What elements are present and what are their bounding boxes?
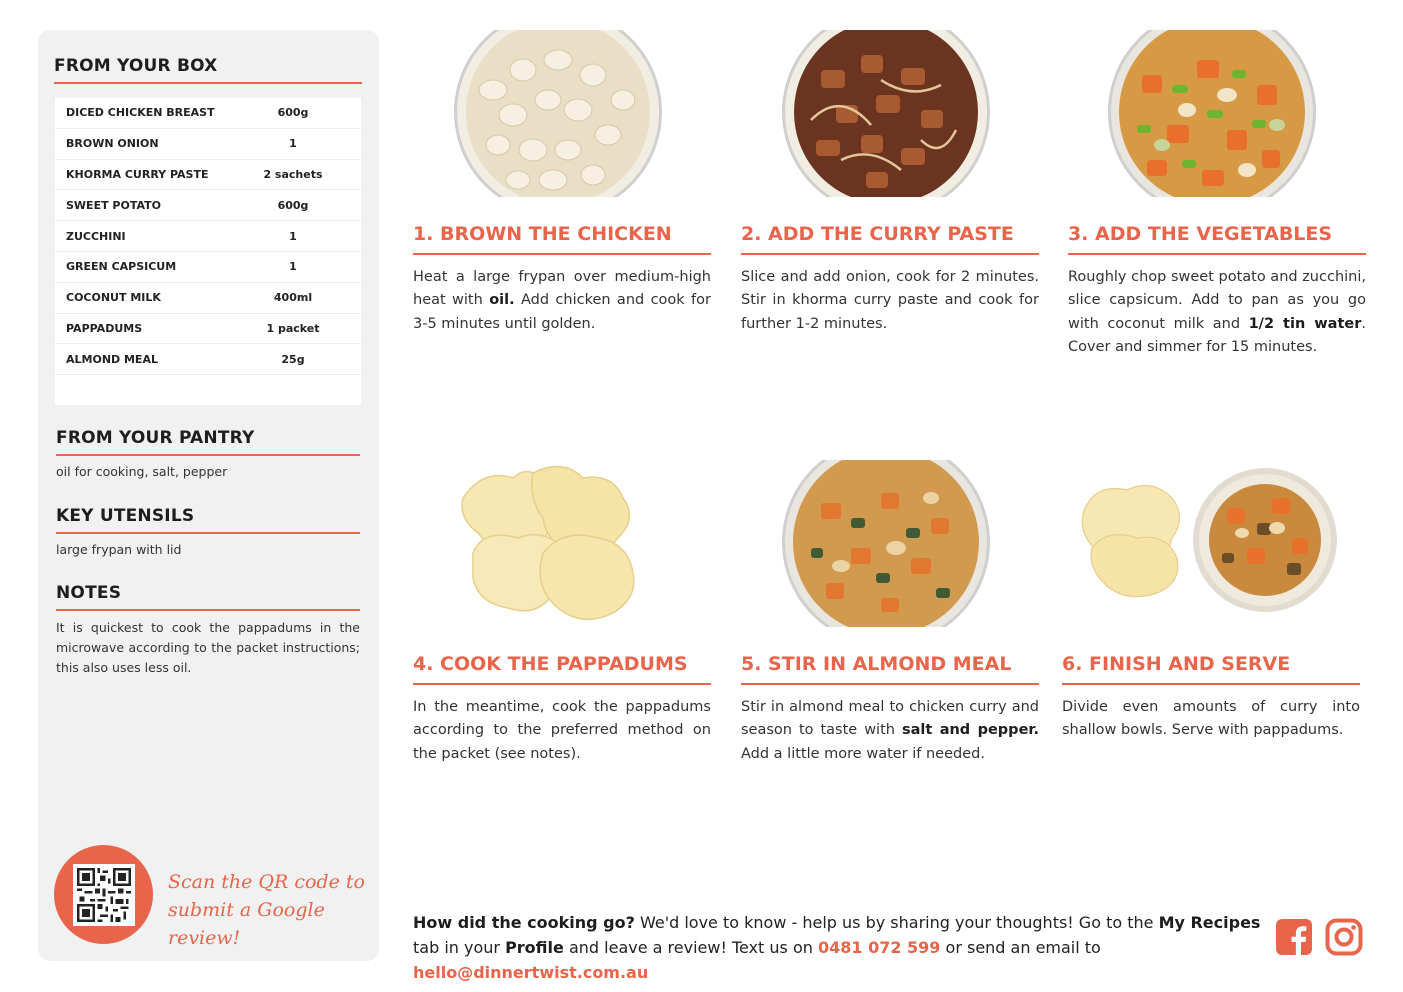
divider xyxy=(741,253,1039,255)
step-text-part: . Cover and simmer for 15 minutes. xyxy=(1068,315,1366,355)
review-footer xyxy=(413,910,1263,985)
step-1-photo xyxy=(453,30,663,200)
divider xyxy=(54,82,362,84)
step-text-part: Slice and add onion, cook for 2 minutes. Stir in khorma curry paste and cook for further 1-2 minutes. xyxy=(741,269,1039,332)
step-5-title: 5. STIR IN ALMOND MEAL xyxy=(741,653,1012,675)
divider xyxy=(56,609,360,611)
step-5-text xyxy=(741,696,1039,766)
table-row xyxy=(55,252,361,283)
step-3-text xyxy=(1068,266,1366,359)
ingredient-name: SWEET POTATO xyxy=(66,198,161,212)
step-6-photo xyxy=(1077,468,1342,613)
step-2-text xyxy=(741,266,1039,336)
profile-label: Profile xyxy=(505,938,564,957)
step-text-bold: salt and pepper. xyxy=(901,722,1039,739)
facebook-icon[interactable] xyxy=(1275,918,1313,956)
ingredient-qty: 2 sachets xyxy=(263,167,323,181)
step-text-bold: 1/2 tin water xyxy=(1248,315,1362,332)
from-your-pantry-heading: FROM YOUR PANTRY xyxy=(56,428,255,448)
email-link[interactable]: hello@dinnertwist.com.au xyxy=(413,963,649,982)
divider xyxy=(413,253,711,255)
table-row xyxy=(55,190,361,221)
step-1-title: 1. BROWN THE CHICKEN xyxy=(413,223,672,245)
footer-text-part: and leave a review! Text us on xyxy=(563,938,818,957)
step-3-title: 3. ADD THE VEGETABLES xyxy=(1068,223,1333,245)
ingredients-panel xyxy=(38,30,379,961)
ingredient-qty: 1 packet xyxy=(266,321,320,335)
ingredient-qty: 1 xyxy=(289,260,297,274)
footer-question: How did the cooking go? xyxy=(413,913,635,932)
ingredient-qty: 1 xyxy=(289,229,297,243)
step-text-part: Add chicken and cook for 3-5 minutes until golden. xyxy=(413,292,711,332)
step-text-part: Add a little more water if needed. xyxy=(741,745,985,762)
table-row xyxy=(55,314,361,345)
ingredient-qty: 1 xyxy=(289,137,297,151)
divider xyxy=(1062,683,1360,685)
table-row xyxy=(55,344,361,375)
footer-text-part: We'd love to know - help us by sharing your thoughts! Go to the xyxy=(634,913,1159,932)
utensils-text: large frypan with lid xyxy=(56,542,182,557)
ingredient-name: BROWN ONION xyxy=(66,137,159,151)
step-2-title: 2. ADD THE CURRY PASTE xyxy=(741,223,1014,245)
key-utensils-heading: KEY UTENSILS xyxy=(56,506,195,526)
step-text-part: Divide even amounts of curry into shallow bowls. Serve with pappadums. xyxy=(1062,699,1360,739)
divider xyxy=(56,532,360,534)
step-4-text xyxy=(413,696,711,766)
step-text-part: Heat a large frypan over medium-high heat with xyxy=(413,269,711,309)
step-text-part: In the meantime, cook the pappadums according to the preferred method on the packet (see notes). xyxy=(413,699,711,762)
from-your-box-heading: FROM YOUR BOX xyxy=(54,56,218,76)
ingredient-name: ZUCCHINI xyxy=(66,229,126,243)
table-row xyxy=(55,221,361,252)
step-6-text xyxy=(1062,696,1360,743)
table-row xyxy=(55,283,361,314)
ingredient-name: ALMOND MEAL xyxy=(66,352,158,366)
step-1-text xyxy=(413,266,711,336)
ingredient-name: COCONUT MILK xyxy=(66,291,161,305)
notes-heading: NOTES xyxy=(56,583,122,603)
step-text-part: Roughly chop sweet potato and zucchini, slice capsicum. Add to pan as you go with coconut milk and xyxy=(1068,269,1366,332)
step-3-photo xyxy=(1107,30,1317,200)
footer-text-part: or send an email to xyxy=(940,938,1101,957)
step-text-part: Stir in almond meal to chicken curry and season to taste with xyxy=(741,699,1039,739)
ingredient-name: GREEN CAPSICUM xyxy=(66,260,177,274)
step-text-bold: oil. xyxy=(489,292,515,309)
step-4-title: 4. COOK THE PAPPADUMS xyxy=(413,653,688,675)
ingredient-qty: 400ml xyxy=(273,291,313,305)
phone-link[interactable]: 0481 072 599 xyxy=(817,938,941,957)
instagram-icon[interactable] xyxy=(1325,918,1363,956)
ingredient-qty: 25g xyxy=(281,352,305,366)
qr-caption-line: Scan the QR code to xyxy=(168,871,365,893)
table-row xyxy=(55,160,361,191)
ingredient-qty: 600g xyxy=(277,198,309,212)
divider xyxy=(413,683,711,685)
qr-caption-line: submit a Google review! xyxy=(168,899,325,949)
table-row xyxy=(55,98,361,129)
qr-code-icon[interactable] xyxy=(73,864,135,926)
qr-badge[interactable] xyxy=(54,845,153,944)
step-6-title: 6. FINISH AND SERVE xyxy=(1062,653,1291,675)
step-2-photo xyxy=(781,30,991,200)
qr-caption xyxy=(168,868,368,952)
table-row xyxy=(55,129,361,160)
divider xyxy=(56,454,360,456)
ingredient-name: PAPPADUMS xyxy=(66,321,143,335)
my-recipes-label: My Recipes xyxy=(1158,913,1261,932)
notes-text: It is quickest to cook the pappadums in the microwave according to the packet instructions; this also uses less oil. xyxy=(56,620,360,675)
ingredients-table xyxy=(55,98,361,405)
pantry-text: oil for cooking, salt, pepper xyxy=(56,464,228,479)
divider xyxy=(741,683,1039,685)
divider xyxy=(1068,253,1366,255)
ingredient-qty: 600g xyxy=(277,106,309,120)
step-4-photo xyxy=(453,458,643,628)
ingredient-name: DICED CHICKEN BREAST xyxy=(66,106,215,120)
footer-text-part: tab in your xyxy=(413,938,506,957)
step-5-photo xyxy=(781,458,991,628)
ingredient-name: KHORMA CURRY PASTE xyxy=(66,167,209,181)
